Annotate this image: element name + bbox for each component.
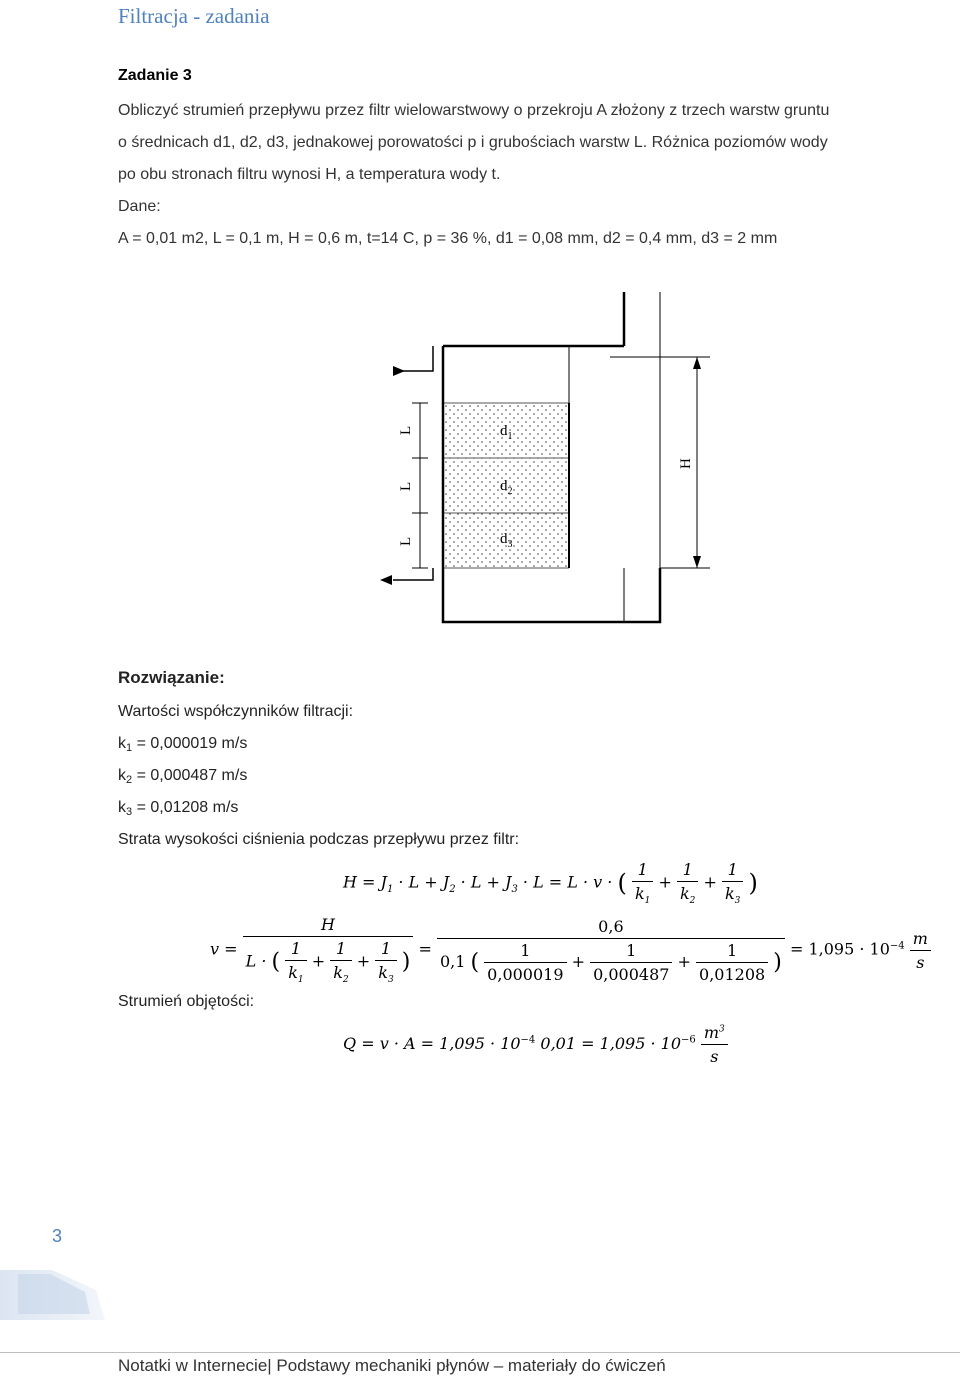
thickness-label-1: L bbox=[398, 425, 414, 435]
k1-value: $k_1 = 0,000019$ m/s bbox=[118, 735, 248, 754]
layer-label-d3: $d_3$ bbox=[500, 531, 513, 550]
volume-flow-equation: $Q = v \cdot A = 1,095 \cdot 10^{-4}$ $0,01 = 1,095 \cdot 10^{-6}$ $\frac{m^3}{s}$ bbox=[343, 1023, 728, 1066]
k2-value: $k_2 = 0,000487$ m/s bbox=[118, 767, 248, 786]
head-loss-label: Strata wysokości ciśnienia podczas przepływu przez filtr: bbox=[118, 831, 520, 848]
filter-diagram bbox=[0, 290, 960, 630]
k3-value: $k_3 = 0,01208$ m/s bbox=[118, 799, 239, 818]
outlet-pipe bbox=[393, 568, 433, 580]
solution-heading: Rozwiązanie: bbox=[118, 668, 225, 687]
document-header-title: Filtracja - zadania bbox=[118, 4, 270, 28]
head-label: H bbox=[678, 458, 694, 469]
task-text-line-1: Obliczyć strumień przepływu przez filtr wielowarstwowy o przekroju A złożony z trzech warstw gruntu bbox=[118, 102, 830, 119]
velocity-equation: v = H L · ( $\frac{1}{k_1}$ + $\frac{1}{k_2}$ + $\frac{1}{k_3}$ ) = 0,6 0,1 ( $\frac{1}{0,000019}$ + $\frac{1}{0,000487}$ + $\frac{1}{0,01208}$ ) = $1,095 \cdot 10^{-4}$ $\frac{m}{s}$ bbox=[210, 915, 931, 985]
given-values: A = 0,01 m2, L = 0,1 m, H = 0,6 m, t=14 C, p = 36 %, d1 = 0,08 mm, d2 = 0,4 mm, d3 = 2 mm bbox=[118, 230, 778, 247]
head-loss-equation: $H = J_1 \cdot L + J_2 \cdot L + J_3 \cdot L = L \cdot v$ · ( $\frac{1}{k_1}$ + $\frac{1}{k_2}$ + $\frac{1}{k_3}$ ) bbox=[343, 860, 758, 907]
given-label: Dane: bbox=[118, 198, 161, 215]
coefficients-label: Wartości współczynników filtracji: bbox=[118, 703, 354, 720]
task-text-line-3: po obu stronach filtru wynosi H, a temperatura wody t. bbox=[118, 166, 501, 183]
page-number: 3 bbox=[52, 1226, 63, 1246]
task-text-line-2: o średnicach d1, d2, d3, jednakowej porowatości p i grubościach warstw L. Różnica poziomów wody bbox=[118, 134, 828, 151]
page-corner-decoration bbox=[0, 1270, 105, 1320]
volume-flow-label: Strumień objętości: bbox=[118, 993, 255, 1010]
layer-label-d2: $d_2$ bbox=[500, 478, 513, 497]
footer-text: Notatki w Internecie| Podstawy mechaniki płynów – materiały do ćwiczeń bbox=[118, 1356, 666, 1375]
footer-divider bbox=[0, 1352, 960, 1353]
inlet-pipe bbox=[395, 346, 433, 371]
thickness-label-2: L bbox=[398, 481, 414, 491]
thickness-label-3: L bbox=[398, 536, 414, 546]
layer-label-d1: $d_1$ bbox=[500, 423, 513, 442]
task-title: Zadanie 3 bbox=[118, 67, 192, 84]
